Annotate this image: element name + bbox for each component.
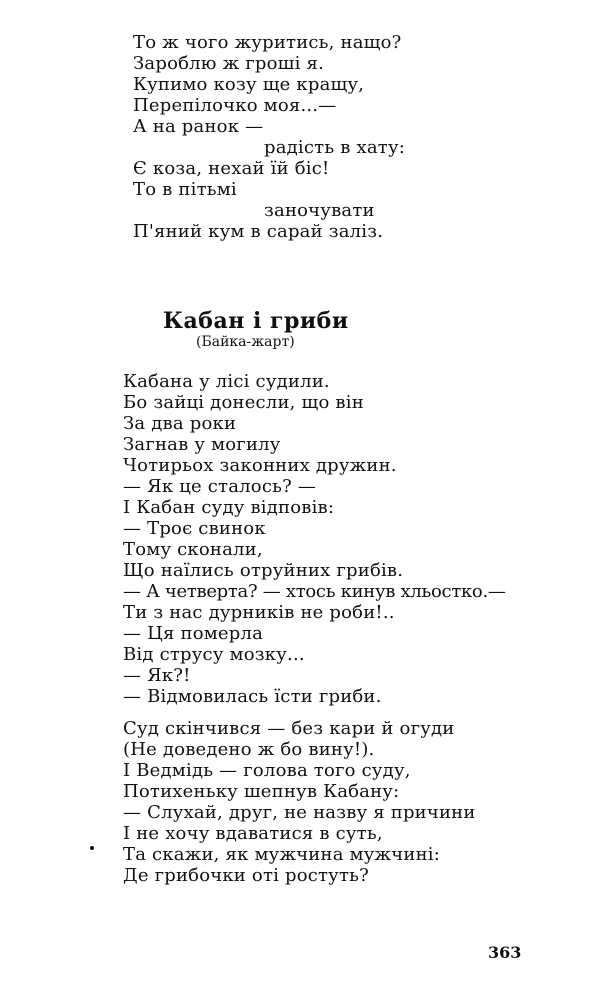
fable-line: Тому сконали,	[123, 539, 263, 560]
fable-line: За два роки	[123, 413, 237, 434]
poem-line: заночувати	[264, 200, 375, 221]
poem-line: Перепілочко моя...—	[133, 95, 337, 116]
margin-mark	[90, 846, 94, 850]
poem-line: П'яний кум в сарай заліз.	[133, 221, 384, 242]
fable-line: Де грибочки оті ростуть?	[123, 865, 369, 886]
fable-line: Бо зайці донесли, що він	[123, 392, 364, 413]
poem-line: То ж чого журитись, нащо?	[133, 32, 402, 53]
fable-line: — Відмовилась їсти гриби.	[123, 686, 382, 707]
poem-line: Зароблю ж гроші я.	[133, 53, 324, 74]
fable-line: — Як?!	[123, 665, 191, 686]
fable-subtitle: (Байка-жарт)	[196, 334, 295, 350]
fable-line: Загнав у могилу	[123, 434, 281, 455]
poem-line: Є коза, нехай їй біс!	[133, 158, 330, 179]
fable-line: — Ця померла	[123, 623, 264, 644]
fable-line: — Слухай, друг, не назву я причини	[123, 802, 476, 823]
poem-line: Купимо козу ще кращу,	[133, 74, 365, 95]
poem-line: А на ранок —	[133, 116, 264, 137]
fable-line: І не хочу вдаватися в суть,	[123, 823, 383, 844]
fable-line: — Як це сталось? —	[123, 476, 317, 497]
poem-line: радість в хату:	[264, 137, 406, 158]
fable-line: Від струсу мозку...	[123, 644, 305, 665]
fable-line: (Не доведено ж бо вину!).	[123, 739, 375, 760]
fable-line: Суд скінчився — без кари й огуди	[123, 718, 455, 739]
fable-line: Чотирьох законних дружин.	[123, 455, 397, 476]
fable-line: Потихеньку шепнув Кабану:	[123, 781, 400, 802]
page-number: 363	[488, 943, 522, 962]
fable-line: Що наїлись отруйних грибів.	[123, 560, 404, 581]
fable-title: Кабан і гриби	[163, 308, 349, 334]
fable-line: І Ведмідь — голова того суду,	[123, 760, 411, 781]
fable-line: Ти з нас дурників не роби!..	[123, 602, 395, 623]
fable-line: Кабана у лісі судили.	[123, 371, 330, 392]
poem-line: То в пітьмі	[133, 179, 237, 200]
fable-line: — Троє свинок	[123, 518, 266, 539]
fable-line: Та скажи, як мужчина мужчині:	[123, 844, 441, 865]
fable-line: І Кабан суду відповів:	[123, 497, 335, 518]
fable-line: — А четверта? — хтось кинув хльостко.—	[123, 581, 506, 602]
